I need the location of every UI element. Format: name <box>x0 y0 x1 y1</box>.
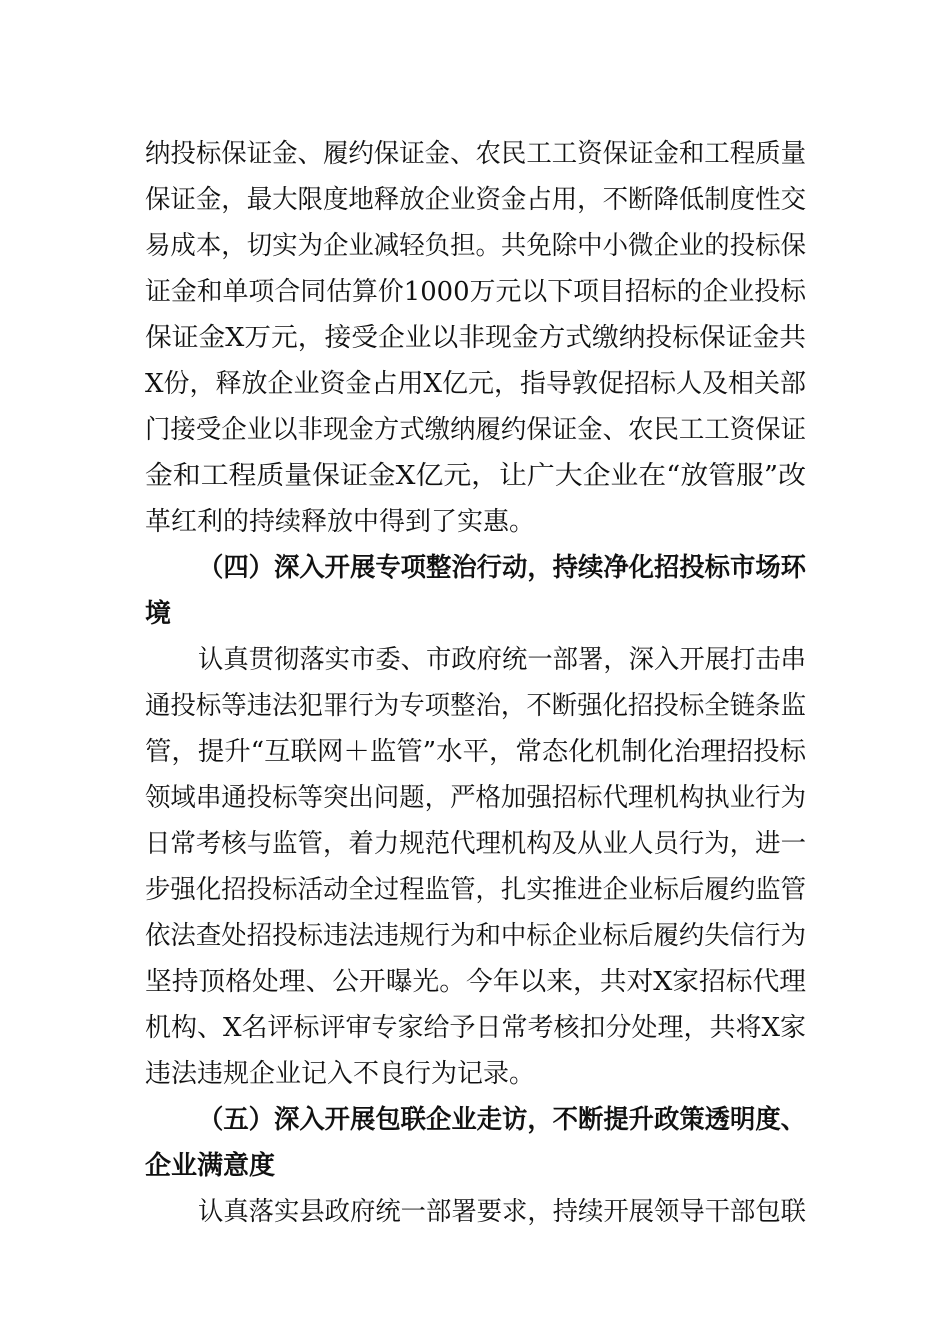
text-line <box>0 177 950 223</box>
line-text: 纳投标保证金、履约保证金、农民工工资保证金和工程质量 <box>145 139 806 169</box>
line-text: 证金和单项合同估算价1000万元以下项目招标的企业投标 <box>145 277 806 307</box>
text-line <box>0 269 950 315</box>
line-text: 金和工程质量保证金X亿元，让广大企业在“放管服”改 <box>145 461 806 491</box>
text-line <box>0 407 950 453</box>
line-text: 易成本，切实为企业减轻负担。共免除中小微企业的投标保 <box>145 231 806 261</box>
section-heading-text: 企业满意度 <box>145 1151 276 1181</box>
text-line <box>0 637 950 683</box>
text-line <box>0 867 950 913</box>
text-line <box>0 131 950 177</box>
line-text: 门接受企业以非现金方式缴纳履约保证金、农民工工资保证 <box>145 415 806 445</box>
section-heading-text: （五）深入开展包联企业走访，不断提升政策透明度、 <box>198 1105 806 1135</box>
text-line <box>0 913 950 959</box>
text-line <box>0 1189 950 1235</box>
text-line <box>0 729 950 775</box>
text-line <box>0 683 950 729</box>
text-line <box>0 223 950 269</box>
text-line <box>0 499 950 545</box>
text-line <box>0 1051 950 1097</box>
text-line <box>0 1005 950 1051</box>
line-text: 违法违规企业记入不良行为记录。 <box>145 1059 536 1089</box>
line-text: 管，提升“互联网＋监管”水平，常态化机制化治理招投标 <box>145 737 806 767</box>
text-line <box>0 315 950 361</box>
text-line <box>0 361 950 407</box>
line-text: 保证金，最大限度地释放企业资金占用，不断降低制度性交 <box>145 185 806 215</box>
text-line <box>0 775 950 821</box>
section-heading-4-line-1 <box>0 545 950 591</box>
line-text: 机构、X名评标评审专家给予日常考核扣分处理，共将X家 <box>145 1013 806 1043</box>
section-heading-text: （四）深入开展专项整治行动，持续净化招投标市场环 <box>198 553 806 583</box>
line-text: 日常考核与监管，着力规范代理机构及从业人员行为，进一 <box>145 829 806 859</box>
line-text: 革红利的持续释放中得到了实惠。 <box>145 507 536 537</box>
section-heading-text: 境 <box>145 599 172 629</box>
line-text: 依法查处招投标违法违规行为和中标企业标后履约失信行为 <box>145 921 806 951</box>
section-heading-4-line-2 <box>0 591 950 637</box>
section-heading-5-line-1 <box>0 1097 950 1143</box>
line-text: 坚持顶格处理、公开曝光。今年以来，共对X家招标代理 <box>145 967 806 997</box>
text-line <box>0 821 950 867</box>
text-line <box>0 959 950 1005</box>
line-text: 领域串通投标等突出问题，严格加强招标代理机构执业行为 <box>145 783 806 813</box>
line-text: 通投标等违法犯罪行为专项整治，不断强化招投标全链条监 <box>145 691 806 721</box>
line-text: 认真贯彻落实市委、市政府统一部署，深入开展打击串 <box>198 645 806 675</box>
line-text: 保证金X万元，接受企业以非现金方式缴纳投标保证金共 <box>145 323 806 353</box>
section-heading-5-line-2 <box>0 1143 950 1189</box>
line-text: 步强化招投标活动全过程监管，扎实推进企业标后履约监管 <box>145 875 806 905</box>
line-text: X份，释放企业资金占用X亿元，指导敦促招标人及相关部 <box>145 369 806 399</box>
line-text: 认真落实县政府统一部署要求，持续开展领导干部包联 <box>198 1197 806 1227</box>
text-line <box>0 453 950 499</box>
